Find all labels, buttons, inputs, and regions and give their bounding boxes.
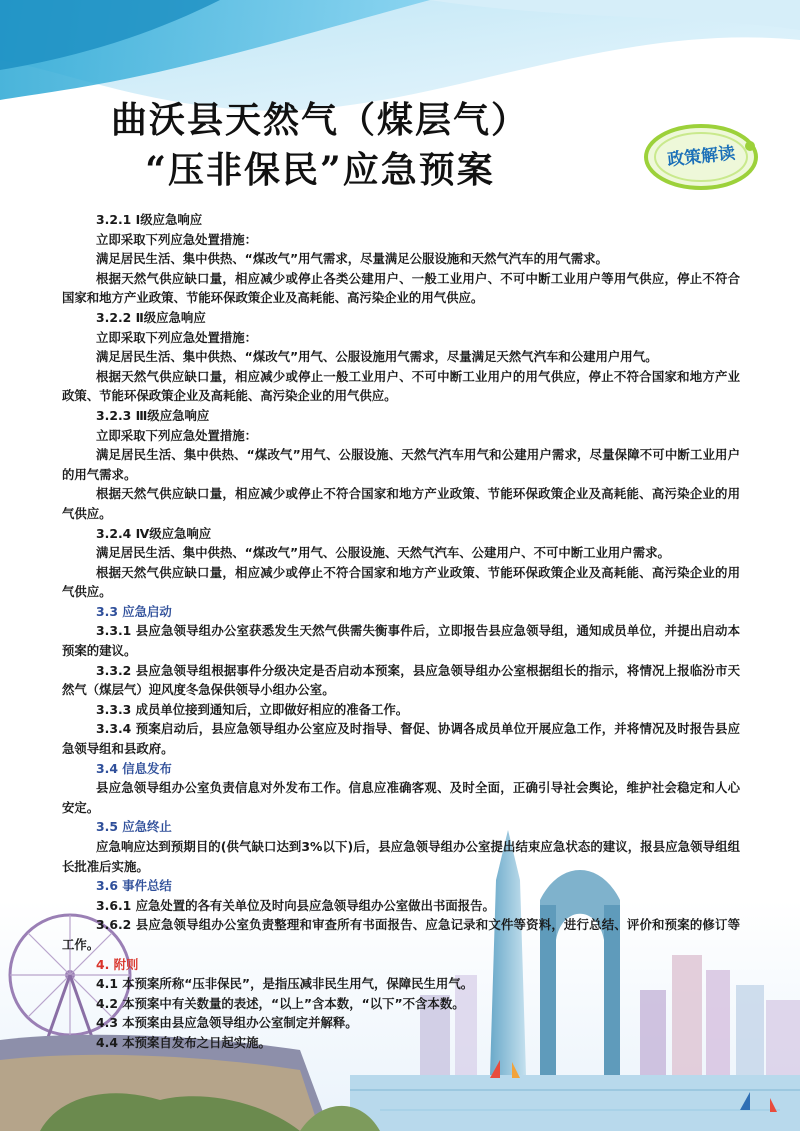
body-paragraph: 3.6.1 应急处置的各有关单位及时向县应急领导组办公室做出书面报告。	[96, 897, 495, 913]
subheading-line: 3.2.3 Ⅲ级应急响应	[96, 407, 210, 423]
section-heading: 4. 附则	[96, 956, 139, 972]
section-heading: 3.5 应急终止	[96, 819, 172, 835]
policy-body-text	[62, 210, 740, 1053]
body-paragraph: 3.6.2 县应急领导组办公室负责整理和审查所有书面报告、应急记录和文件等资料，进行总结、评价和预案的修订等工作。	[62, 917, 740, 952]
section-heading: 3.4 信息发布	[96, 760, 172, 776]
section-heading: 3.3 应急启动	[96, 603, 172, 619]
subheading-line: 3.2.1 Ⅰ级应急响应	[96, 212, 203, 227]
body-paragraph: 根据天然气供应缺口量，相应减少或停止不符合国家和地方产业政策、节能环保政策企业及高耗能、高污染企业的用气供应。	[62, 564, 740, 600]
subheading-line: 3.2.4 Ⅳ级应急响应	[96, 525, 212, 541]
page-title-line-1: 曲沃县天然气（煤层气）	[110, 99, 529, 141]
subheading-line: 立即采取下列应急处置措施：	[96, 231, 258, 247]
subheading-line: 3.2.2 Ⅱ级应急响应	[96, 309, 206, 325]
body-paragraph: 根据天然气供应缺口量，相应减少或停止各类公建用户、一般工业用户、不可中断工业用户等用气供应，停止不符合国家和地方产业政策、节能环保政策企业及高耗能、高污染企业的用气供应。	[62, 270, 740, 306]
body-paragraph: 满足居民生活、集中供热、“煤改气”用气、公服设施用气需求，尽量满足天然气汽车和公建用户用气。	[96, 349, 658, 365]
body-paragraph: 3.3.3 成员单位接到通知后，立即做好相应的准备工作。	[96, 701, 409, 717]
subheading-line: 4.4 本预案自发布之日起实施。	[96, 1034, 271, 1050]
body-paragraph: 应急响应达到预期目的(供气缺口达到3%以下)后，县应急领导组办公室提出结束应急状态的建议，报县应急领导组组长批准后实施。	[62, 839, 740, 874]
body-paragraph: 3.3.1 县应急领导组办公室获悉发生天然气供需失衡事件后，立即报告县应急领导组，通知成员单位，并提出启动本预案的建议。	[62, 623, 740, 659]
page-title-line-2: “压非保民”应急预案	[145, 149, 495, 191]
subheading-line: 4.1 本预案所称“压非保民”，是指压减非民生用气，保障民生用气。	[96, 976, 474, 992]
subheading-line: 4.2 本预案中有关数量的表述，“以上”含本数，“以下”不含本数。	[96, 995, 465, 1011]
subheading-line: 4.3 本预案由县应急领导组办公室制定并解释。	[96, 1015, 358, 1031]
policy-badge-label: 政策解读	[666, 143, 737, 171]
subheading-line: 立即采取下列应急处置措施：	[96, 427, 258, 443]
body-paragraph: 3.3.2 县应急领导组根据事件分级决定是否启动本预案，县应急领导组办公室根据组长的指示，将情况上报临汾市天然气（煤层气）迎风度冬急保供领导小组办公室。	[62, 662, 740, 698]
body-paragraph: 满足居民生活、集中供热、“煤改气”用气、公服设施、天然气汽车用气和公建用户需求，尽量保障不可中断工业用户的用气需求。	[62, 447, 740, 482]
body-paragraph: 满足居民生活、集中供热、“煤改气”用气需求，尽量满足公服设施和天然气汽车的用气需求。	[96, 251, 608, 267]
section-heading: 3.6 事件总结	[96, 878, 172, 894]
body-paragraph: 县应急领导组办公室负责信息对外发布工作。信息应准确客观、及时全面，正确引导社会舆论，维护社会稳定和人心安定。	[62, 780, 740, 815]
body-paragraph: 满足居民生活、集中供热、“煤改气”用气、公服设施、天然气汽车、公建用户、不可中断工业用户需求。	[96, 545, 670, 561]
subheading-line: 立即采取下列应急处置措施：	[96, 329, 258, 345]
body-paragraph: 根据天然气供应缺口量，相应减少或停止一般工业用户、不可中断工业用户的用气供应，停止不符合国家和地方产业政策、节能环保政策企业及高耗能、高污染企业的用气供应。	[62, 368, 740, 404]
body-paragraph: 根据天然气供应缺口量，相应减少或停止不符合国家和地方产业政策、节能环保政策企业及高耗能、高污染企业的用气供应。	[62, 486, 740, 521]
body-paragraph: 3.3.4 预案启动后，县应急领导组办公室应及时指导、督促、协调各成员单位开展应急工作，并将情况及时报告县应急领导组和县政府。	[62, 721, 740, 757]
